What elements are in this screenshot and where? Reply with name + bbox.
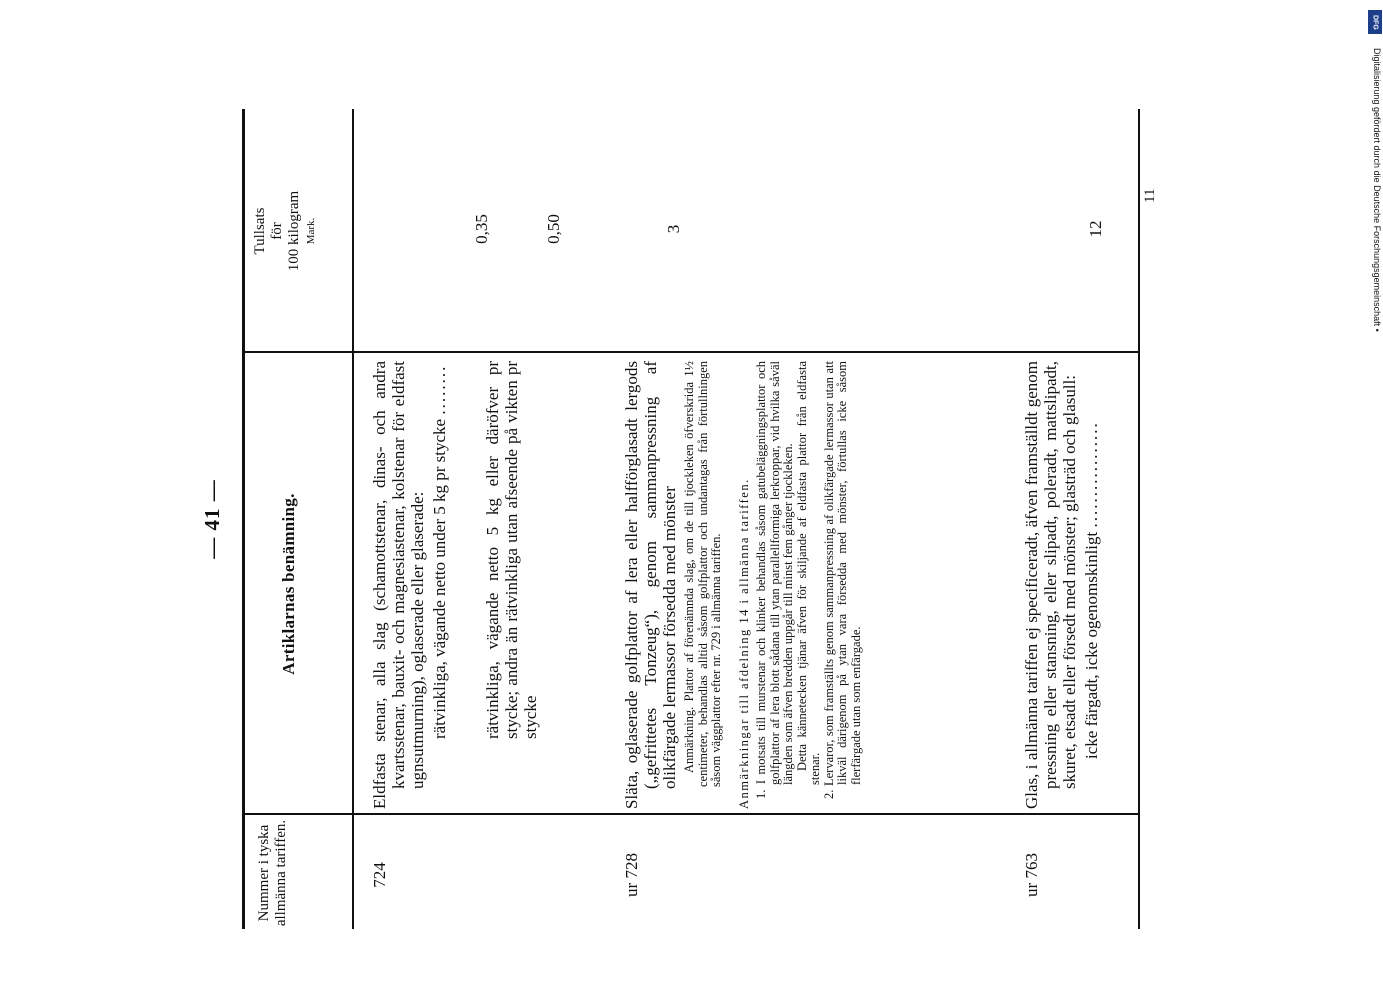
entry-number: 724 (370, 862, 389, 888)
entry-rate-1: 0,35 (472, 214, 491, 244)
header-article-column: Artiklarnas benämning. (279, 493, 298, 675)
bottom-rule (1138, 109, 1140, 929)
entry-text: Eldfasta stenar, alla slag (schamottstenar, dinas- och andra kvartsstenar, bauxit- och magnesiastenar, kolstenar för eldfast ugnsutmurning), oglaserade eller glaserade: (370, 361, 427, 809)
note-1: 1. I motsats till murstenar och klinker behandlas såsom gatubeläggningsplattor och golfplattor af lera blott sådana till ytan parallellformiga lerkroppar, vid hvilka såväl längden som äfven bredden uppgår till minst fem gånger tjockleken. (754, 361, 795, 799)
entry-number: ur 728 (622, 853, 641, 897)
rate-header-line2: för (269, 222, 285, 240)
entry-description (370, 361, 540, 809)
rate-header-unit: Mark. (305, 217, 317, 245)
entry-description (622, 361, 863, 809)
dfg-logo: DFG (1368, 10, 1382, 34)
entry-text: Glas, i allmänna tariffen ej specificeradt, äfven framställdt genom pressning eller stansning, eller slipadt, poleradt, mattslipadt, skuret, etsadt eller försedt med mönster; glasträd och glasull: (1022, 361, 1079, 809)
entry-rate: 3 (664, 224, 683, 234)
entry-sub-2: rätvinkliga, vägande netto 5 kg eller däröfver pr stycke; andra än rätvinkliga utan afseende på vikten pr stycke (483, 361, 540, 739)
entry-rate-2: 0,50 (544, 214, 563, 244)
footer-mark: 11 (1142, 188, 1158, 203)
rotated-tariff-page (200, 109, 1162, 929)
rate-header-line1: Tullsats (252, 207, 268, 255)
note-1b: Detta kännetecken tjänar äfven för skiljande af eldfasta plattor från eldfasta stenar. (794, 361, 822, 785)
credit-text: Digitalisierung gefördert durch die Deutsche Forschungsgemeinschaft • (1372, 48, 1382, 332)
note-2: 2. Lervaror, som framställts genom sammanpressning af olikfärgade lermassor utan att likväl därigenom på ytan vara försedda med mönster, förtullas icke såsom flerfärgade utan som enfärgade. (821, 361, 863, 799)
entry-sub-1-text: rätvinkliga, vägande netto under 5 kg pr stycke (430, 418, 449, 739)
entry-sub-1: rätvinkliga, vägande netto under 5 kg pr stycke ........ (430, 364, 449, 739)
top-rule (242, 109, 245, 929)
column-divider-1 (245, 813, 1138, 815)
entry-number: ur 763 (1022, 853, 1041, 897)
entry-sub-1: icke färgadt, icke ogenomskinligt ................. (1082, 421, 1101, 759)
entry-note: Anmärkning. Plattor af förenämnda slag, om de till tjockleken öfverskrida 1½ centimeter, behandlas alltid såsom golfplattor och undantagas från förtullningen såsom väggplattor efter nr. 729 i allmänna tariffen. (682, 361, 723, 787)
header-rule (352, 109, 354, 929)
header-rate-column (252, 111, 320, 351)
credit-sidebar (1368, 8, 1383, 388)
rate-header-line3: 100 kilogram (286, 190, 302, 272)
entry-text: Släta, oglaserade golfplattor af lera eller halfförglasadt lergods („gefrittetes Tonzeug“), genom sammanpressning af olikfärgade lermassor försedda med mönster (622, 361, 679, 809)
entry-rate: 12 (1086, 220, 1105, 238)
note-heading: Anmärkningar till afdelning 14 i allmänna tariffen. (736, 478, 751, 809)
page-number: — 41 — (200, 479, 224, 559)
entry-description (1022, 361, 1101, 809)
entry-sub-1-text: icke färgadt, icke ogenomskinligt (1082, 531, 1101, 759)
header-number-column: Nummer i tyska allmänna tariffen. (256, 819, 289, 927)
column-divider-2 (245, 351, 1138, 353)
